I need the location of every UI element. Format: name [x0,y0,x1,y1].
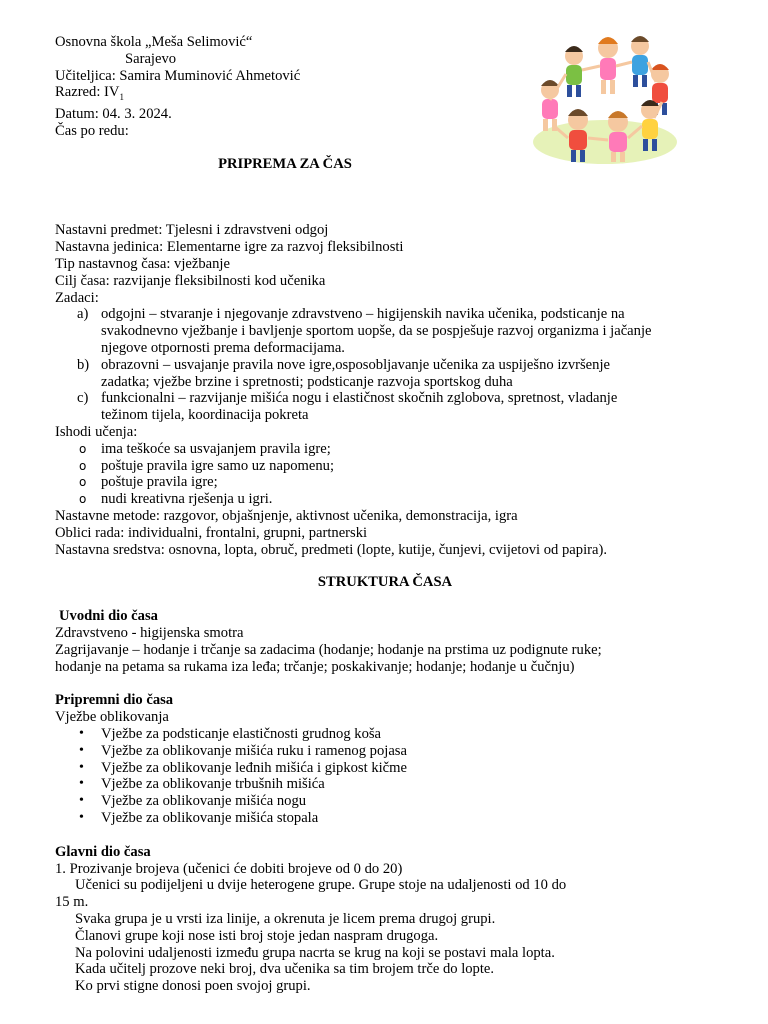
main-line: Svaka grupa je u vrsti iza linije, a okrenuta je licem prema drugoj grupi. [75,910,496,927]
task-line: zadatka; vježbe brzine i spretnosti; podsticanje razvoja sportskog duha [101,373,513,390]
task-line: svakodnevno vježbanje i bavljenje sportom uopše, da se pospješuje razvoj organizma i jačanje [101,323,652,340]
circle-bullet-icon: o [79,475,87,490]
children-circle-illustration [530,30,680,170]
teaching-unit: Nastavna jedinica: Elementarne igre za razvoj fleksibilnosti [55,239,404,256]
date: Datum: 04. 3. 2024. [55,106,172,123]
circle-bullet-icon: o [79,492,87,507]
intro-line: hodanje na petama sa rukama iza leđa; trčanje; poskakivanje; hodanje; hodanje u čučnju) [55,658,575,675]
child-figure [565,46,583,97]
main-line: Ko prvi stigne donosi poen svojoj grupi. [75,978,311,995]
document-page [55,34,715,995]
school-city: Sarajevo [125,50,177,67]
bullet-icon: • [79,793,84,809]
outcomes-label: Ishodi učenja: [55,424,138,441]
task-line: odgojni – stvaranje i njegovanje zdravstveno – higijenskih navika učenika, podsticanje na [101,306,625,323]
list-marker: a) [77,306,89,323]
intro-line: Zagrijavanje – hodanje i trčanje sa zadacima (hodanje; hodanje na prstima uz podignute ruke; [55,641,602,658]
list-item: o poštuje pravila igre samo uz napomenu; [79,457,335,474]
task-line: funkcionalni – razvijanje mišića nogu i elastičnost skočnih zglobova, spretnost, vladanje [101,390,618,407]
list-item: o poštuje pravila igre; [79,474,218,491]
bullet-icon: • [79,776,84,792]
page-title: PRIPREMA ZA ČAS [218,155,352,172]
child-figure [598,37,618,94]
main-line: Kada učitelj prozove neki broj, dva učenika sa tim brojem trče do lopte. [75,961,495,978]
list-item [55,390,715,424]
main-line: 15 m. [55,894,89,911]
prep-subtitle: Vježbe oblikovanja [55,709,169,726]
list-item [55,306,715,356]
exercise-list [55,726,715,827]
list-item: o ima teškoće sa usvajanjem pravila igre; [79,440,331,457]
grade-subscript: 1 [119,92,124,103]
lesson-number: Čas po redu: [55,122,129,139]
main-title: Glavni dio časa [55,843,151,860]
circle-bullet-icon: o [79,458,87,473]
list-marker: b) [77,356,90,373]
tasks-label: Zadaci: [55,289,99,306]
list-item: • Vježbe za oblikovanje trbušnih mišića [79,776,325,793]
bullet-icon: • [79,759,84,775]
teacher-name: Učiteljica: Samira Muminović Ahmetović [55,67,301,84]
list-item: • Vježbe za oblikovanje leđnih mišića i gipkost kičme [79,759,407,776]
list-item: o nudi kreativna rješenja u igri. [79,491,273,508]
grade-label: Razred: IV [55,84,120,101]
teaching-resources: Nastavna sredstva: osnovna, lopta, obruč, predmeti (lopte, kutije, čunjevi, cvijetovi od papira). [55,541,607,558]
circle-bullet-icon: o [79,441,87,456]
intro-title: Uvodni dio časa [59,608,158,625]
child-figure [631,36,649,87]
tasks-list [55,306,715,424]
subject: Nastavni predmet: Tjelesni i zdravstveni odgoj [55,222,329,239]
bullet-icon: • [79,726,84,741]
bullet-icon: • [79,809,84,825]
lesson-goal: Cilj časa: razvijanje fleksibilnosti kod učenika [55,272,326,289]
intro-line: Zdravstveno - higijenska smotra [55,625,244,642]
task-line: njegove otpornosti prema deformacijama. [101,340,345,357]
task-line: obrazovni – usvajanje pravila nove igre,osposobljavanje učenika za uspiješno izvršenje [101,356,610,373]
list-item [55,357,715,391]
main-line: 1. Prozivanje brojeva (učenici će dobiti brojeve od 0 do 20) [55,860,403,877]
work-forms: Oblici rada: individualni, frontalni, grupni, partnerski [55,524,368,541]
lesson-type: Tip nastavnog časa: vježbanje [55,256,230,273]
list-item: • Vježbe za oblikovanje mišića stopala [79,809,319,826]
list-item: • Vježbe za oblikovanje mišića nogu [79,793,307,810]
school-name: Osnovna škola „Meša Selimović“ [55,34,253,50]
task-line: težinom tijela, koordinacija pokreta [101,407,309,424]
main-line: Učenici su podijeljeni u dvije heterogene grupe. Grupe stoje na udaljenosti od 10 do [75,877,567,894]
outcomes-list [55,441,715,508]
list-item: • Vježbe za oblikovanje mišića ruku i ramenog pojasa [79,742,407,759]
teaching-methods: Nastavne metode: razgovor, objašnjenje, aktivnost učenika, demonstracija, igra [55,508,518,525]
bullet-icon: • [79,742,84,758]
prep-title: Pripremni dio časa [55,692,174,709]
list-marker: c) [77,390,89,407]
list-item: • Vježbe za podsticanje elastičnosti grudnog koša [79,726,382,742]
structure-title: STRUKTURA ČASA [317,574,453,591]
main-line: Članovi grupe koji nose isti broj stoje jedan naspram drugoga. [75,927,439,944]
main-line: Na polovini udaljenosti između grupa nacrta se krug na koji se postavi mala lopta. [75,944,555,961]
